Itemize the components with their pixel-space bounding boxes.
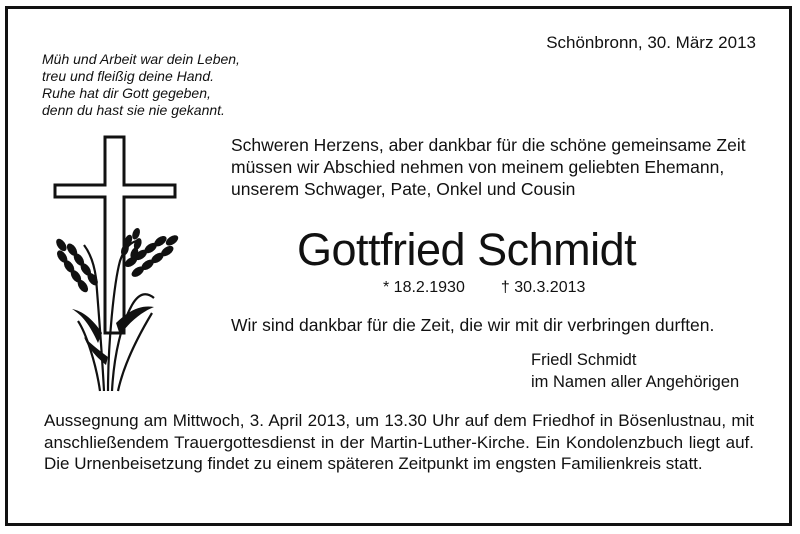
intro-line: unserem Schwager, Pate, Onkel und Cousin [231,179,576,199]
cross-with-wheat-icon [44,133,189,395]
birth-date: * 18.2.1930 [383,279,465,296]
death-date: † 30.3.2013 [500,279,586,296]
place-date: Schönbronn, 30. März 2013 [546,33,756,52]
thanks-text: Wir sind dankbar für die Zeit, die wir mit dir verbringen durften. [231,315,715,335]
signature-note: im Namen aller Angehörigen [531,373,740,391]
poem-line: Müh und Arbeit war dein Leben, [42,51,240,67]
poem-line: denn du hast sie nie gekannt. [42,102,225,118]
poem-line: Ruhe hat dir Gott gegeben, [42,85,211,101]
signature-name: Friedl Schmidt [531,351,637,369]
funeral-details: Aussegnung am Mittwoch, 3. April 2013, um 13.30 Uhr auf dem Friedhof in Bösenlustnau, mit anschließendem Trauergottesdienst in der Martin-Luther-Kirche. Ein Kondolenzbuch liegt auf. Die Urnenbeisetzung findet zu einem späteren Zeitpunkt im engsten Familienkreis statt. [44,411,754,474]
deceased-name: Gottfried Schmidt [297,224,637,275]
signature [531,349,739,393]
poem [42,51,240,119]
intro-line: Schweren Herzens, aber dankbar für die schöne gemeinsame Zeit [231,135,746,155]
life-dates [383,279,585,297]
poem-line: treu und fleißig deine Hand. [42,68,214,84]
intro-line: müssen wir Abschied nehmen von meinem geliebten Ehemann, [231,157,725,177]
intro-text [231,134,746,200]
